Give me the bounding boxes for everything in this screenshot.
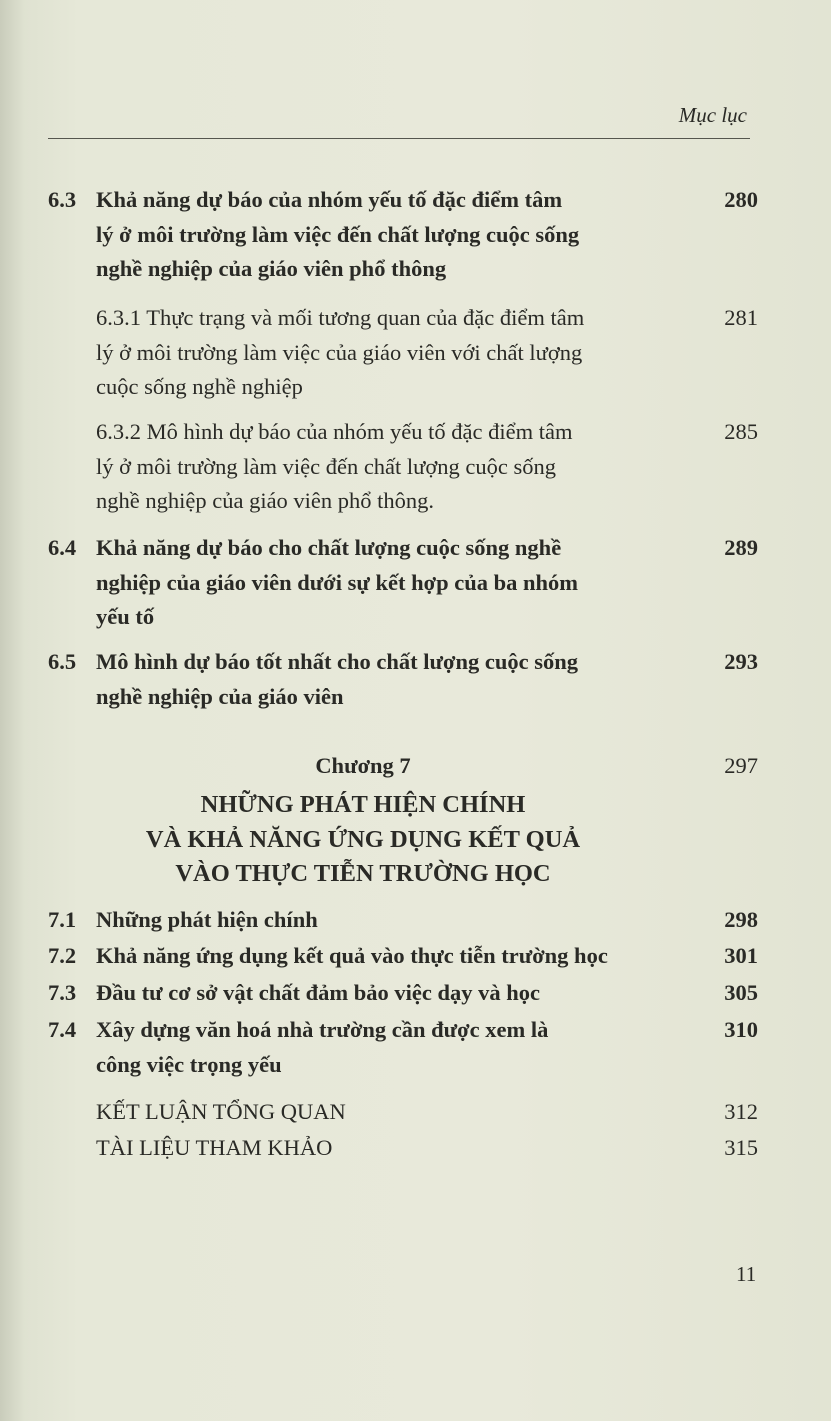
running-header: Mục lục — [678, 103, 747, 127]
toc-page: 281 — [724, 305, 758, 330]
toc-page: 285 — [724, 419, 758, 444]
toc-page: 305 — [724, 980, 758, 1005]
toc-title — [96, 645, 676, 714]
toc-page: 301 — [724, 943, 758, 968]
toc-title — [96, 183, 676, 287]
toc-page: 280 — [724, 187, 758, 212]
toc-title-line: 6.3.2 Mô hình dự báo của nhóm yếu tố đặc điểm tâm — [96, 419, 573, 444]
toc-title-line: Mô hình dự báo tốt nhất cho chất lượng cuộc sống — [96, 649, 579, 674]
chapter-label: Chương 7 — [315, 753, 411, 778]
toc-title-line: cuộc sống nghề nghiệp — [96, 374, 303, 399]
toc-page: 293 — [724, 649, 758, 674]
toc-label: KẾT LUẬN TỔNG QUAN — [96, 1099, 346, 1124]
toc-label: TÀI LIỆU THAM KHẢO — [96, 1135, 333, 1160]
toc-title — [96, 939, 676, 974]
toc-title-line: Đầu tư cơ sở vật chất đảm bảo việc dạy và học — [96, 980, 541, 1005]
toc-section-number: 7.2 — [48, 943, 77, 968]
toc-title-line: lý ở môi trường làm việc của giáo viên với chất lượng — [96, 339, 583, 365]
toc-title-line: lý ở môi trường làm việc đến chất lượng cuộc sống — [96, 453, 556, 479]
toc-page: 310 — [724, 1017, 758, 1042]
toc-title-line: Những phát hiện chính — [96, 907, 318, 932]
toc-title — [96, 903, 676, 938]
toc-title-line: nghề nghiệp của giáo viên phổ thông — [96, 256, 447, 281]
toc-title-line: 6.3.1 Thực trạng và mối tương quan của đặc điểm tâm — [96, 305, 585, 330]
toc-section-number: 7.4 — [48, 1017, 77, 1042]
toc-title-line: công việc trọng yếu — [96, 1051, 282, 1077]
toc-section-number: 6.3 — [48, 187, 77, 212]
toc-page: 315 — [724, 1135, 758, 1160]
header-rule — [48, 138, 750, 139]
chapter-title-line: NHỮNG PHÁT HIỆN CHÍNH — [200, 791, 526, 818]
toc-page: 312 — [724, 1099, 758, 1124]
toc-section-number: 6.4 — [48, 535, 77, 560]
toc-page: 289 — [724, 535, 758, 560]
chapter-page: 297 — [724, 753, 758, 778]
toc-title-line: lý ở môi trường làm việc đến chất lượng cuộc sống — [96, 221, 580, 247]
toc-title-line: yếu tố — [96, 604, 155, 629]
toc-title-line: Khả năng dự báo cho chất lượng cuộc sống nghề — [96, 535, 562, 560]
toc-title — [96, 976, 676, 1011]
toc-title-line: nghề nghiệp của giáo viên phổ thông. — [96, 488, 435, 513]
toc-title-line: Khả năng dự báo của nhóm yếu tố đặc điểm tâm — [96, 187, 563, 212]
toc-section-number: 7.3 — [48, 980, 77, 1005]
toc-title — [96, 1013, 676, 1082]
chapter-title-line: VÀ KHẢ NĂNG ỨNG DỤNG KẾT QUẢ — [145, 826, 581, 853]
toc-title-line: nghiệp của giáo viên dưới sự kết hợp của ba nhóm — [96, 569, 579, 595]
chapter-title-line: VÀO THỰC TIỄN TRƯỜNG HỌC — [175, 860, 551, 887]
toc-page: 298 — [724, 907, 758, 932]
toc-title-line: Khả năng ứng dụng kết quả vào thực tiễn trường học — [96, 943, 608, 968]
toc-title — [96, 531, 676, 635]
toc-section-number: 6.5 — [48, 649, 77, 674]
toc-section-number: 7.1 — [48, 907, 77, 932]
toc-title-line: nghề nghiệp của giáo viên — [96, 683, 344, 709]
page-number: 11 — [736, 1262, 757, 1286]
toc-title-line: Xây dựng văn hoá nhà trường cần được xem là — [96, 1017, 549, 1042]
toc-title — [96, 415, 676, 519]
toc-title — [96, 301, 676, 405]
